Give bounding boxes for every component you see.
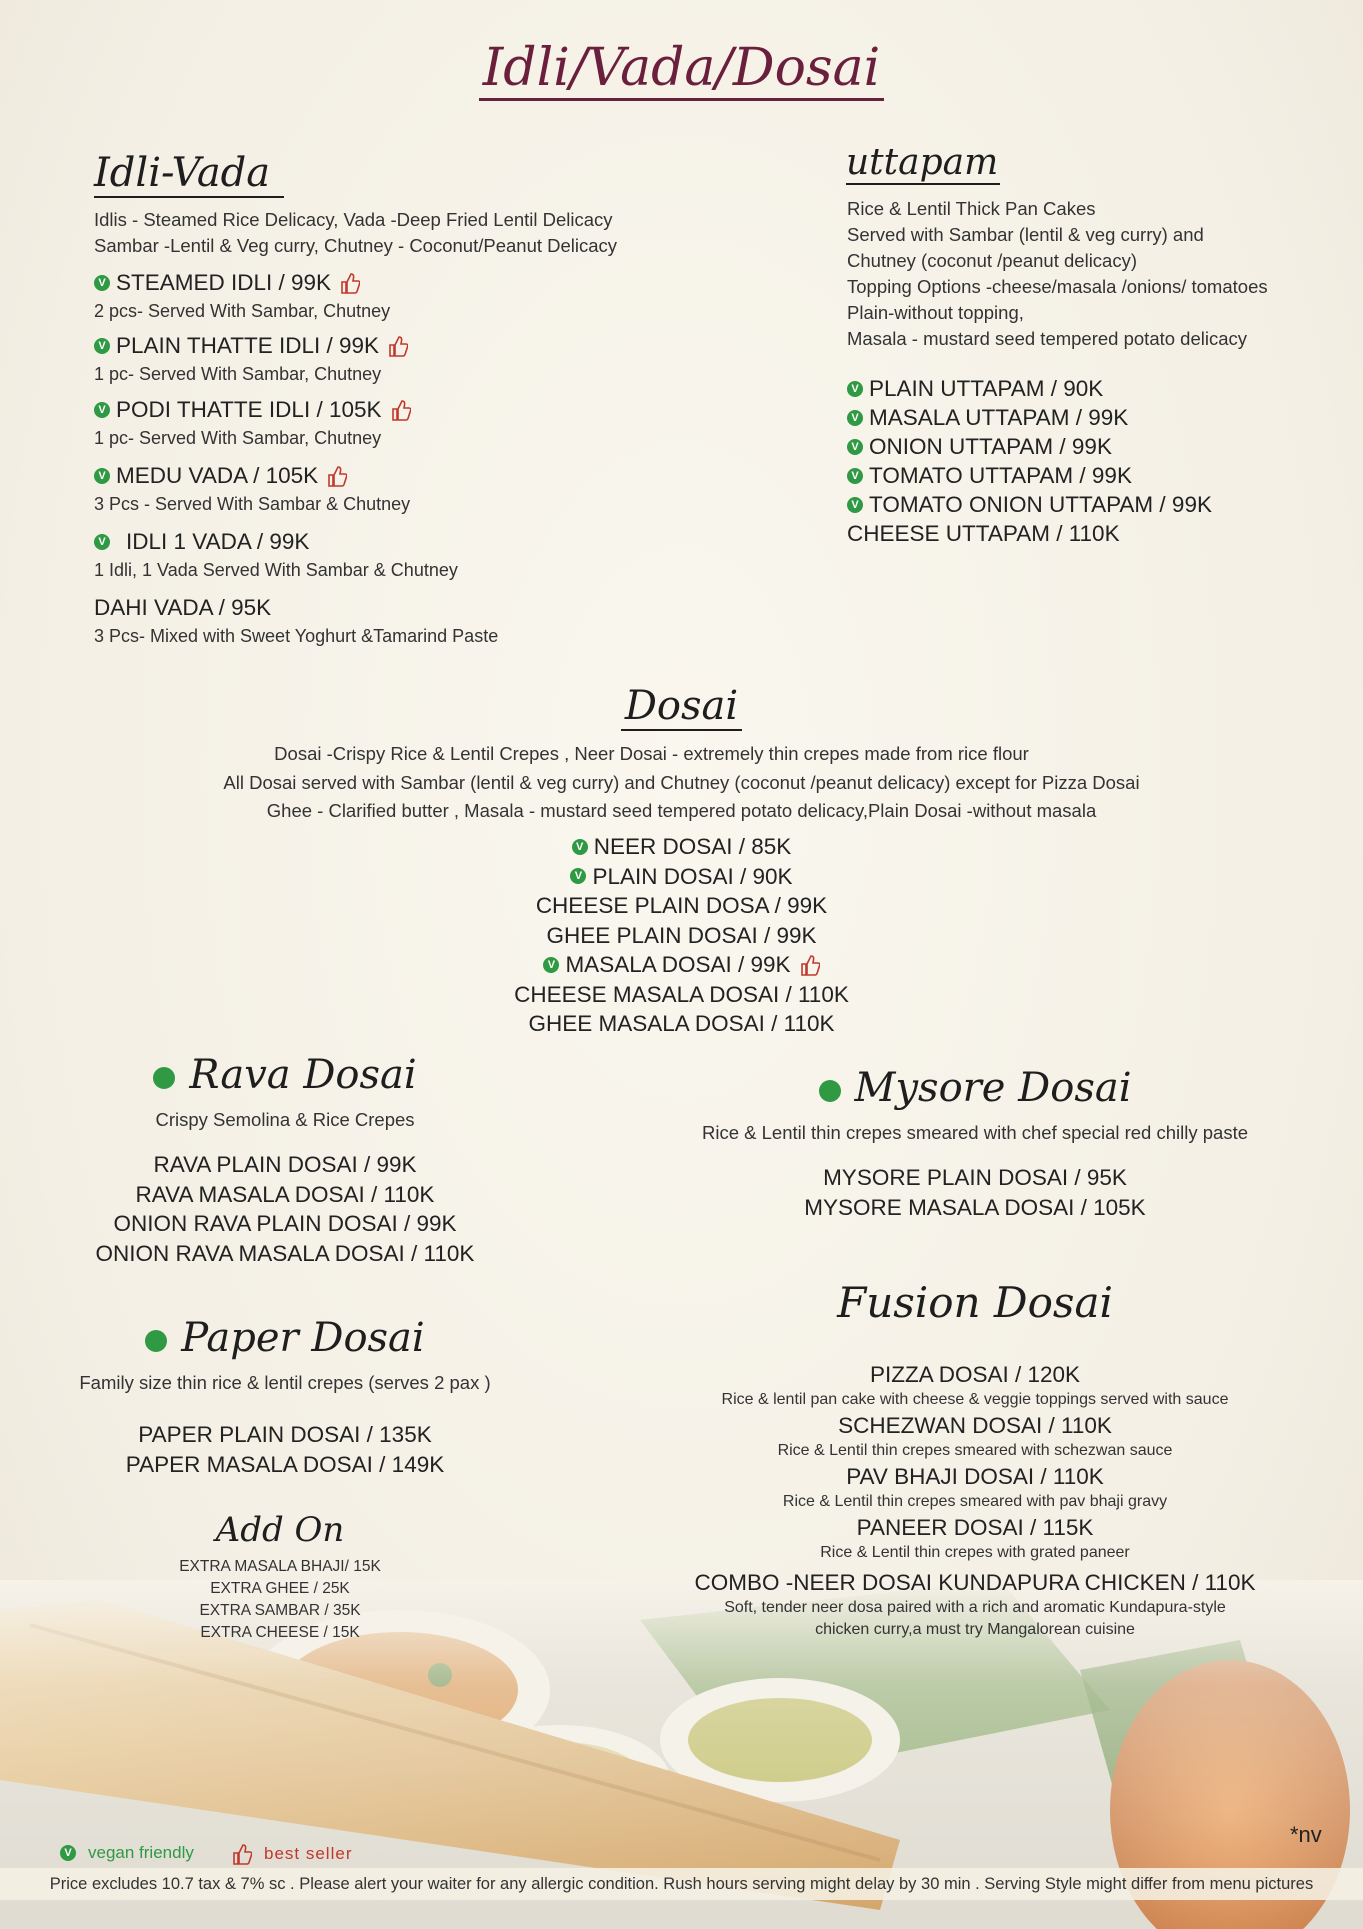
menu-item-cheese-plain-dosa: CHEESE PLAIN DOSA / 99K — [535, 893, 828, 918]
vegan-icon: V — [60, 1845, 76, 1861]
menu-item-onion-rava-masala-dosai: ONION RAVA MASALA DOSAI / 110K — [95, 1240, 475, 1266]
uttapam-title: uttapam — [846, 142, 999, 183]
menu-item-paper-masala-dosai: PAPER MASALA DOSAI / 149K — [125, 1451, 445, 1477]
best-seller-icon — [798, 953, 820, 977]
rava-dosai-title: Rava Dosai — [80, 1052, 490, 1098]
menu-item-pizza-dosai: PIZZA DOSAI / 120K — [869, 1362, 1081, 1387]
menu-item-desc: Rice & lentil pan cake with cheese & veggie toppings served with sauce — [721, 1391, 1229, 1408]
menu-item-cheese-masala-dosai: CHEESE MASALA DOSAI / 110K — [514, 981, 849, 1007]
mysore-dosai-desc: Rice & Lentil thin crepes smeared with chef special red chilly paste — [701, 1122, 1248, 1143]
non-veg-note: *nv — [1290, 1822, 1322, 1847]
paper-dosai-desc: Family size thin rice & lentil crepes (serves 2 pax ) — [79, 1372, 491, 1393]
paper-dosai-list — [40, 1420, 530, 1479]
dosai-desc: Dosai -Crispy Rice & Lentil Crepes , Neer Dosai - extremely thin crepes made from rice flour All Dosai served with Sambar (lentil & veg curry) and Chutney (coconut /peanut delicacy) except for Pizza Dosai Ghee - Clarified butter , Masala - mustard seed tempered potato delicacy,Plain Dosai -without masala — [223, 743, 1140, 821]
menu-item-rava-masala-dosai: RAVA MASALA DOSAI / 110K — [135, 1181, 435, 1207]
menu-item-rava-plain-dosai: RAVA PLAIN DOSAI / 99K — [153, 1152, 417, 1177]
menu-item-medu-vada: V MEDU VADA / 105K — [94, 463, 347, 489]
menu-item-steamed-idli: V STEAMED IDLI / 99K — [94, 270, 360, 296]
best-seller-icon — [386, 334, 408, 358]
menu-item-tomato-uttapam: V TOMATO UTTAPAM / 99K — [847, 463, 1132, 489]
vegan-icon: V — [572, 839, 588, 855]
vegan-icon: V — [570, 868, 586, 884]
menu-item-desc: 1 Idli, 1 Vada Served With Sambar & Chutney — [94, 560, 458, 580]
vegan-icon: V — [847, 468, 863, 484]
green-dot-icon — [819, 1080, 841, 1102]
add-on-title: Add On — [215, 1510, 345, 1550]
vegan-icon: V — [847, 497, 863, 513]
menu-item-cheese-uttapam: CHEESE UTTAPAM / 110K — [847, 521, 1120, 546]
rava-dosai-list — [40, 1150, 530, 1268]
vegan-icon: V — [94, 534, 110, 550]
menu-item-plain-thatte-idli: V PLAIN THATTE IDLI / 99K — [94, 333, 408, 359]
best-seller-icon — [389, 398, 411, 422]
mysore-dosai-title: Mysore Dosai — [700, 1065, 1250, 1111]
dosai-list — [0, 832, 1363, 1039]
menu-item-masala-dosai: V MASALA DOSAI / 99K — [0, 950, 1363, 980]
menu-item-onion-uttapam: V ONION UTTAPAM / 99K — [847, 434, 1112, 460]
fusion-dosai-list — [640, 1360, 1310, 1641]
add-on-item: EXTRA GHEE / 25K — [210, 1580, 350, 1597]
dosai-title: Dosai — [0, 683, 1363, 729]
menu-item-desc: Soft, tender neer dosa paired with a rich and aromatic Kundapura-style — [724, 1599, 1226, 1616]
menu-item-desc: 1 pc- Served With Sambar, Chutney — [94, 364, 382, 384]
menu-item-tomato-onion-uttapam: V TOMATO ONION UTTAPAM / 99K — [847, 492, 1212, 518]
menu-item-desc: 3 Pcs - Served With Sambar & Chutney — [94, 494, 411, 514]
menu-item-desc: 3 Pcs- Mixed with Sweet Yoghurt &Tamarind Paste — [94, 626, 499, 646]
vegan-icon: V — [94, 338, 110, 354]
add-on-item: EXTRA SAMBAR / 35K — [199, 1602, 361, 1619]
menu-item-mysore-plain-dosai: MYSORE PLAIN DOSAI / 95K — [823, 1165, 1127, 1190]
footer-note: Price excludes 10.7 tax & 7% sc . Please alert your waiter for any allergic condition. Rush hours serving might delay by 30 min . Serving Style might differ from menu pictures — [49, 1875, 1314, 1893]
menu-item-plain-uttapam: V PLAIN UTTAPAM / 90K — [847, 376, 1103, 402]
menu-item-schezwan-dosai: SCHEZWAN DOSAI / 110K — [838, 1413, 1112, 1438]
best-seller-icon — [325, 464, 347, 488]
menu-item-masala-uttapam: V MASALA UTTAPAM / 99K — [847, 405, 1128, 431]
best-seller-icon — [230, 1842, 252, 1866]
paper-dosai-title: Paper Dosai — [60, 1315, 510, 1361]
menu-item-combo-neer-dosai: COMBO -NEER DOSAI KUNDAPURA CHICKEN / 110K — [694, 1570, 1256, 1595]
vegan-icon: V — [94, 468, 110, 484]
best-seller-icon — [338, 271, 360, 295]
vegan-icon: V — [847, 381, 863, 397]
green-dot-icon — [153, 1067, 175, 1089]
menu-item-plain-dosai: V PLAIN DOSAI / 90K — [0, 862, 1363, 892]
menu-item-podi-thatte-idli: V PODI THATTE IDLI / 105K — [94, 397, 411, 423]
add-on-item: EXTRA MASALA BHAJI/ 15K — [179, 1558, 381, 1575]
menu-item-desc: chicken curry,a must try Mangalorean cuisine — [815, 1621, 1135, 1638]
legend-best-seller: best seller — [230, 1842, 352, 1866]
menu-item-mysore-masala-dosai: MYSORE MASALA DOSAI / 105K — [804, 1194, 1146, 1220]
menu-item-desc: Rice & Lentil thin crepes smeared with pav bhaji gravy — [782, 1493, 1168, 1510]
legend-vegan: V vegan friendly — [60, 1843, 194, 1863]
menu-item-desc: Rice & Lentil thin crepes smeared with schezwan sauce — [777, 1442, 1173, 1459]
uttapam-desc: Rice & Lentil Thick Pan Cakes Served with Sambar (lentil & veg curry) and Chutney (coconut /peanut delicacy) Topping Options -cheese/masala /onions/ tomatoes Plain-without topping, Masala - mustard seed tempered potato delicacy — [847, 198, 1268, 349]
menu-item-dahi-vada: DAHI VADA / 95K — [94, 595, 272, 620]
menu-item-paneer-dosai: PANEER DOSAI / 115K — [856, 1515, 1094, 1540]
vegan-icon: V — [543, 957, 559, 973]
menu-item-pav-bhaji-dosai: PAV BHAJI DOSAI / 110K — [846, 1464, 1104, 1489]
menu-item-desc: Rice & Lentil thin crepes with grated paneer — [820, 1544, 1130, 1561]
vegan-icon: V — [847, 439, 863, 455]
menu-item-ghee-plain-dosai: GHEE PLAIN DOSAI / 99K — [546, 922, 817, 948]
menu-item-desc: 1 pc- Served With Sambar, Chutney — [94, 428, 382, 448]
menu-item-desc: 2 pcs- Served With Sambar, Chutney — [94, 301, 391, 321]
fusion-dosai-title: Fusion Dosai — [837, 1278, 1113, 1327]
menu-item-idli-1-vada: V IDLI 1 VADA / 99K — [94, 529, 309, 555]
vegan-icon: V — [847, 410, 863, 426]
menu-item-onion-rava-plain-dosai: ONION RAVA PLAIN DOSAI / 99K — [113, 1211, 457, 1236]
rava-dosai-desc: Crispy Semolina & Rice Crepes — [155, 1109, 415, 1130]
menu-item-ghee-masala-dosai: GHEE MASALA DOSAI / 110K — [528, 1011, 835, 1036]
add-on-list — [130, 1556, 430, 1644]
mysore-dosai-list — [700, 1163, 1250, 1222]
green-dot-icon — [145, 1330, 167, 1352]
menu-item-paper-plain-dosai: PAPER PLAIN DOSAI / 135K — [138, 1422, 432, 1447]
add-on-item: EXTRA CHEESE / 15K — [200, 1624, 360, 1641]
vegan-icon: V — [94, 402, 110, 418]
vegan-icon: V — [94, 275, 110, 291]
idli-vada-desc: Idlis - Steamed Rice Delicacy, Vada -Deep Fried Lentil Delicacy Sambar -Lentil & Veg curry, Chutney - Coconut/Peanut Delicacy — [94, 209, 618, 256]
idli-vada-title: Idli-Vada — [94, 150, 284, 196]
page-title: Idli/Vada/Dosai — [0, 38, 1363, 98]
menu-item-neer-dosai: V NEER DOSAI / 85K — [0, 832, 1363, 862]
